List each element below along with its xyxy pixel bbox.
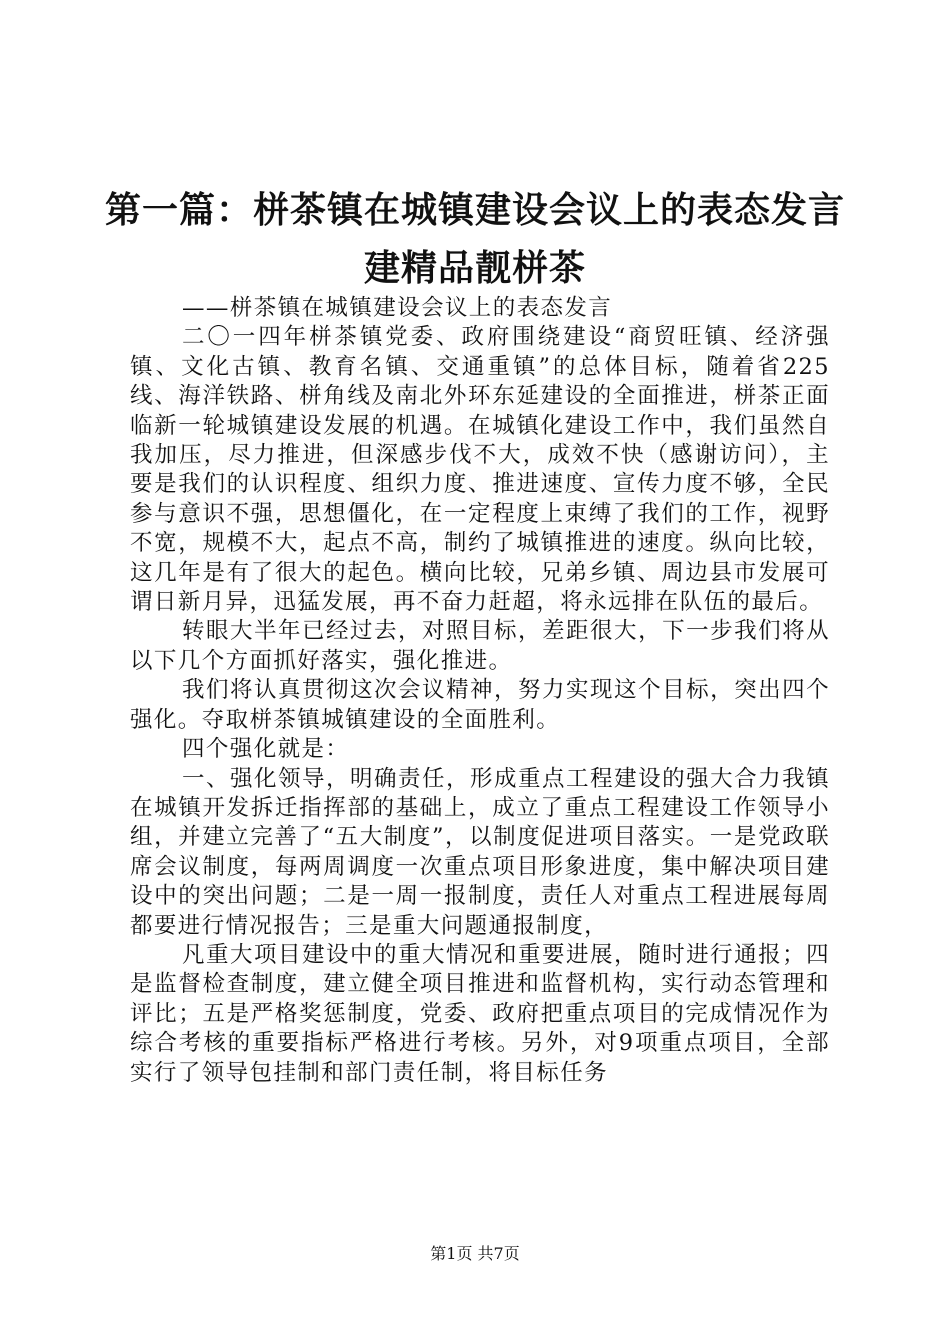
- paragraph-2: 转眼大半年已经过去，对照目标，差距很大，下一步我们将从以下几个方面抓好落实，强化推进。: [130, 618, 830, 674]
- document-title: 第一篇：栟茶镇在城镇建设会议上的表态发言: [104, 189, 845, 231]
- paragraph-4: 四个强化就是：: [182, 736, 350, 763]
- paragraph-1: 二〇一四年栟茶镇党委、政府围绕建设“商贸旺镇、经济强镇、文化古镇、教育名镇、交通重镇”的总体目标，随着省225线、海洋铁路、栟角线及南北外环东延建设的全面推进，栟茶正面临新一轮城镇建设发展的机遇。在城镇化建设工作中，我们虽然自我加压，尽力推进，但深感步伐不大，成效不快（感谢访问），主要是我们的认识程度、组织力度、推进速度、宣传力度不够，全民参与意识不强，思想僵化，在一定程度上束缚了我们的工作，视野不宽，规模不大，起点不高，制约了城镇推进的速度。纵向比较，这几年是有了很大的起色。横向比较，兄弟乡镇、周边县市发展可谓日新月异，迅猛发展，再不奋力赶超，将永远排在队伍的最后。: [130, 324, 830, 616]
- paragraph-5: 一、强化领导，明确责任，形成重点工程建设的强大合力我镇在城镇开发拆迁指挥部的基础上，成立了重点工程建设工作领导小组，并建立完善了“五大制度”，以制度促进项目落实。一是党政联席会议制度，每两周调度一次重点项目形象进度，集中解决项目建设中的突出问题；二是一周一报制度，责任人对重点工程进展每周都要进行情况报告；三是重大问题通报制度，: [130, 765, 830, 939]
- document-subtitle: 建精品靓栟茶: [363, 247, 586, 289]
- page-footer: 第1页 共7页: [430, 1244, 520, 1263]
- paragraph-3: 我们将认真贯彻这次会议精神，努力实现这个目标，突出四个强化。夺取栟茶镇城镇建设的全面胜利。: [130, 677, 830, 733]
- document-body: [130, 294, 830, 1088]
- paragraph-byline: ——栟茶镇在城镇建设会议上的表态发言: [182, 295, 613, 321]
- paragraph-6: 凡重大项目建设中的重大情况和重要进展，随时进行通报；四是监督检查制度，建立健全项目推进和监督机构，实行动态管理和评比；五是严格奖惩制度，党委、政府把重点项目的完成情况作为综合考核的重要指标严格进行考核。另外，对9项重点项目，全部实行了领导包挂制和部门责任制，将目标任务: [130, 941, 830, 1086]
